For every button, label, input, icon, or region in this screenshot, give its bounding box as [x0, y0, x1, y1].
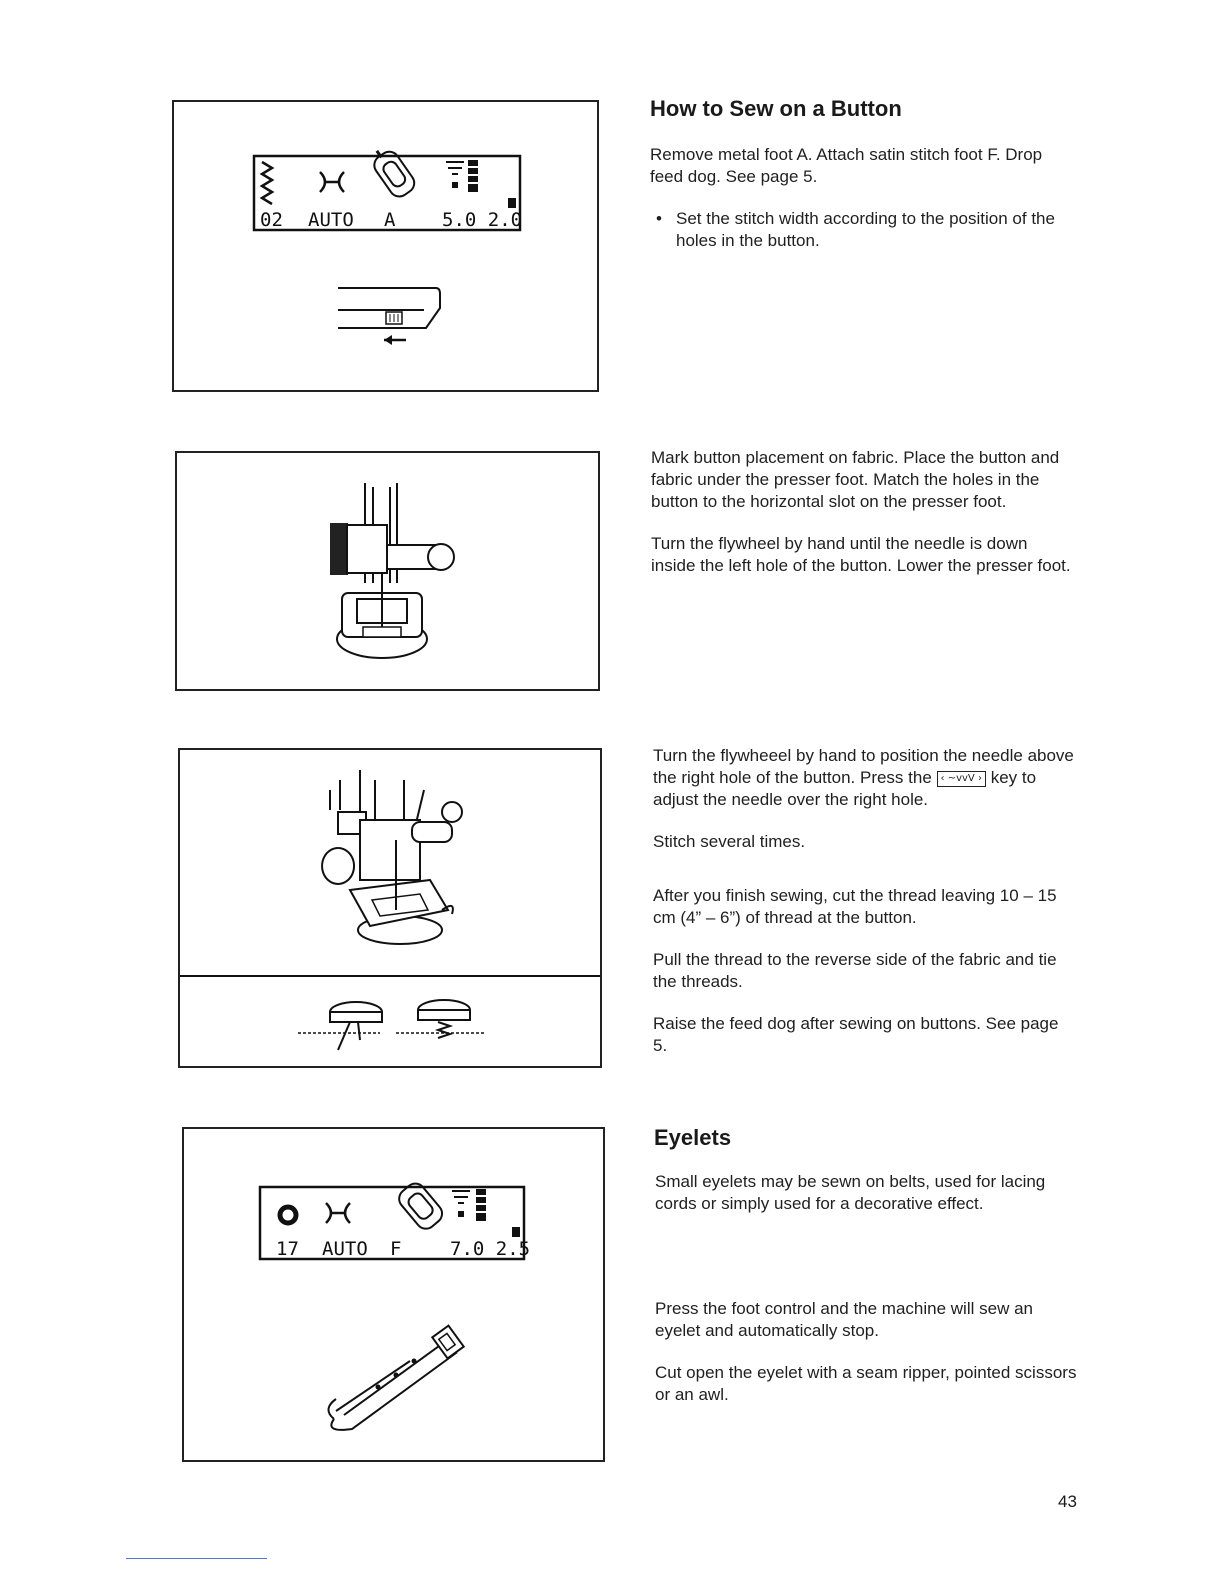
page-number: 43 — [1058, 1492, 1077, 1511]
remove-foot-paragraph: Remove metal foot A. Attach satin stitch foot F. Drop feed dog. See page 5. — [650, 145, 1043, 186]
eyelets-intro-paragraph: Small eyelets may be sewn on belts, used for lacing cords or simply used for a decorative effect. — [655, 1172, 1046, 1213]
figure-display-button — [172, 100, 599, 392]
step2-text — [651, 447, 1073, 597]
position-needle-text: Turn the flywheeel by hand to position the needle above the right hole of the button. Press the — [653, 746, 1074, 787]
foot-control-paragraph: Press the foot control and the machine will sew an eyelet and automatically stop. — [655, 1299, 1033, 1340]
cut-eyelet-paragraph: Cut open the eyelet with a seam ripper, pointed scissors or an awl. — [655, 1363, 1077, 1404]
display-pattern-number: 02 — [260, 209, 283, 231]
position-needle-text-end: key to adjust the needle over the right hole. — [653, 768, 1037, 809]
pull-thread-paragraph: Pull the thread to the reverse side of the fabric and tie the threads. — [653, 950, 1057, 991]
section-title-button: How to Sew on a Button — [650, 96, 902, 121]
cut-thread-paragraph: After you finish sewing, cut the thread leaving 10 – 15 cm (4” – 6”) of thread at the button. — [653, 886, 1057, 927]
button-diagram-left — [298, 1002, 382, 1050]
turn-flywheel-paragraph: Turn the flywheel by hand until the needle is down inside the left hole of the button. Lower the presser foot. — [651, 534, 1071, 575]
step3-text — [653, 745, 1075, 1077]
stitch-several-paragraph: Stitch several times. — [653, 832, 806, 851]
section-title-eyelets: Eyelets — [654, 1125, 732, 1150]
figure-button-under-foot — [175, 451, 600, 691]
button-diagram-right — [396, 1000, 484, 1038]
figure-stitch-button — [178, 748, 602, 1068]
display-foot: A — [384, 209, 396, 231]
stitch-width-bullet: • Set the stitch width according to the position of the holes in the button. — [650, 208, 1070, 252]
figure-display-eyelet — [182, 1127, 605, 1462]
display-pattern-number-2: 17 — [276, 1238, 299, 1260]
display-foot-2: F — [390, 1238, 402, 1260]
display-mode-2: AUTO — [322, 1238, 368, 1260]
display-settings: 5.0 2.0 — [442, 209, 523, 231]
section2-text-a — [655, 1171, 1080, 1235]
needle-position-key-icon: ‹ ~vvV › — [937, 771, 986, 787]
mark-placement-paragraph: Mark button placement on fabric. Place the button and fabric under the presser foot. Match the holes in the button to the horizontal slot on the presser foot. — [651, 448, 1060, 511]
display-mode: AUTO — [308, 209, 354, 231]
section1-text — [650, 144, 1070, 272]
belt-illustration — [328, 1326, 463, 1430]
position-needle-paragraph — [653, 745, 1075, 811]
display-settings-2: 7.0 2.5 — [450, 1238, 531, 1260]
raise-feed-dog-paragraph: Raise the feed dog after sewing on buttons. See page 5. — [653, 1014, 1059, 1055]
section2-text-b — [655, 1298, 1080, 1426]
footer-rule — [126, 1558, 267, 1559]
